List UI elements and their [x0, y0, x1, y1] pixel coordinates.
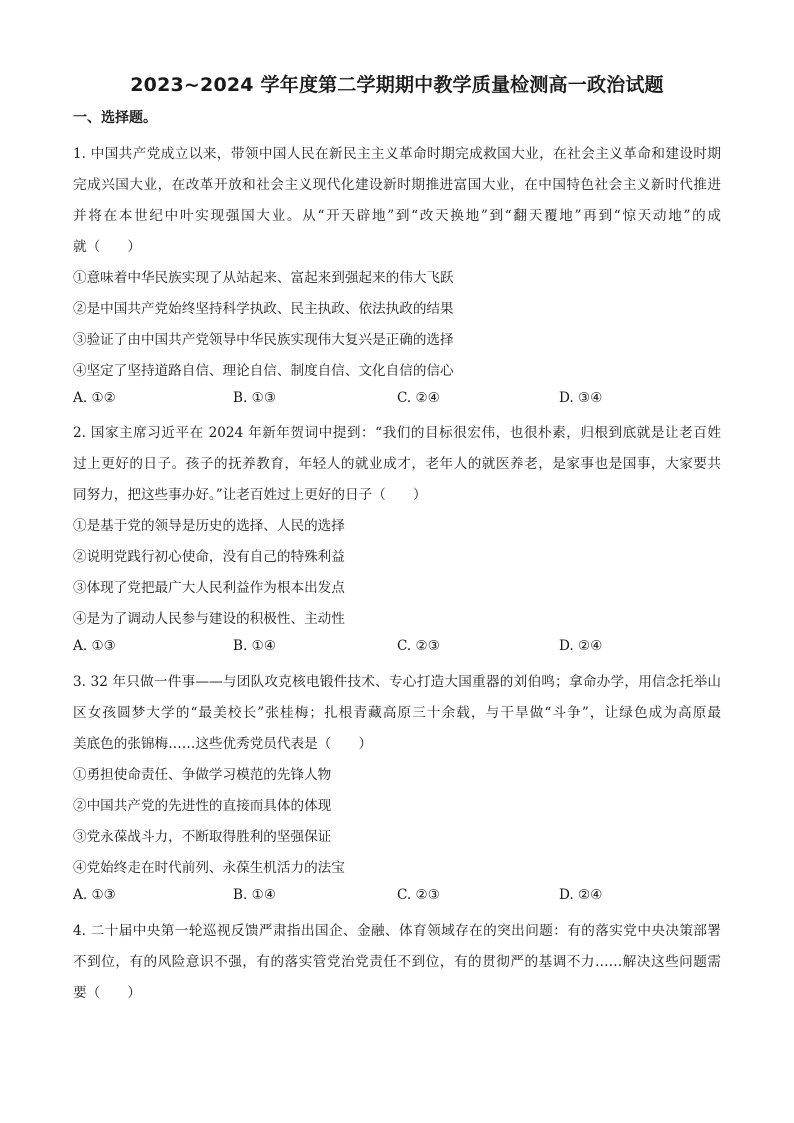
- q4-stem-line-3: 要（ ）: [73, 985, 141, 1001]
- q3-statement-2: ②中国共产党的先进性的直接而具体的体现: [73, 798, 332, 814]
- q1-statement-1: ①意味着中华民族实现了从站起来、富起来到强起来的伟大飞跃: [73, 270, 454, 286]
- q2-stem-line-3: 同努力，把这些事办好。”让老百姓过上更好的日子（ ）: [73, 487, 427, 503]
- q3-option-c[interactable]: C. ②③: [397, 887, 440, 903]
- q1-option-d[interactable]: D. ③④: [559, 390, 603, 406]
- q3-stem-line-1: 3. 32 年只做一件事——与团队攻克核电锻件技术、专心打造大国重器的刘伯鸣；拿命办学，用信念托举山: [73, 674, 721, 690]
- q2-statement-1: ①是基于党的领导是历史的选择、人民的选择: [73, 518, 345, 534]
- q1-stem-line-3: 并将在本世纪中叶实现强国大业。从“开天辟地”到“改天换地”到“翻天覆地”再到“惊天动地”的成: [73, 208, 721, 224]
- page-title: 2023~2024 学年度第二学期期中教学质量检测高一政治试题: [130, 74, 664, 96]
- q2-stem-line-1: 2. 国家主席习近平在 2024 年新年贺词中提到：“我们的目标很宏伟，也很朴素，归根到底就是让老百姓: [73, 425, 721, 441]
- q3-option-a[interactable]: A. ①③: [73, 887, 116, 903]
- q3-stem-line-2: 区女孩圆梦大学的“最美校长”张桂梅；扎根青藏高原三十余载，与干旱做“斗争”，让绿色成为高原最: [73, 705, 721, 721]
- q1-stem-line-1: 1. 中国共产党成立以来，带领中国人民在新民主主义革命时期完成救国大业，在社会主义革命和建设时期: [73, 146, 721, 162]
- q3-statement-1: ①勇担使命责任、争做学习模范的先锋人物: [73, 767, 332, 783]
- q3-option-b[interactable]: B. ①④: [233, 887, 277, 903]
- q2-option-d[interactable]: D. ②④: [559, 638, 603, 654]
- section-heading: 一、选择题。: [73, 110, 157, 126]
- q1-option-c[interactable]: C. ②④: [397, 390, 440, 406]
- q1-stem-line-2: 完成兴国大业，在改革开放和社会主义现代化建设新时期推进富国大业，在中国特色社会主义新时代推进: [73, 177, 721, 193]
- q2-statement-4: ④是为了调动人民参与建设的积极性、主动性: [73, 611, 345, 627]
- q1-option-b[interactable]: B. ①③: [233, 390, 277, 406]
- q2-option-a[interactable]: A. ①③: [73, 638, 116, 654]
- q2-option-c[interactable]: C. ②③: [397, 638, 440, 654]
- q1-statement-2: ②是中国共产党始终坚持科学执政、民主执政、依法执政的结果: [73, 301, 454, 317]
- q1-stem-line-4: 就（ ）: [73, 239, 141, 255]
- q1-statement-3: ③验证了由中国共产党领导中华民族实现伟大复兴是正确的选择: [73, 332, 454, 348]
- q1-option-a[interactable]: A. ①②: [73, 390, 116, 406]
- q3-statement-3: ③党永葆战斗力，不断取得胜利的坚强保证: [73, 829, 332, 845]
- q2-option-b[interactable]: B. ①④: [233, 638, 277, 654]
- q3-option-d[interactable]: D. ②④: [559, 887, 603, 903]
- q3-stem-line-3: 美底色的张锦梅……这些优秀党员代表是（ ）: [73, 736, 373, 752]
- q4-stem-line-1: 4. 二十届中央第一轮巡视反馈严肃指出国企、金融、体育领域存在的突出问题：有的落实党中央决策部署: [73, 923, 721, 939]
- q2-stem-line-2: 过上更好的日子。孩子的抚养教育，年轻人的就业成才，老年人的就医养老，是家事也是国事，大家要共: [73, 456, 721, 472]
- q4-stem-line-2: 不到位，有的风险意识不强，有的落实管党治党责任不到位，有的贯彻严的基调不力……解决这些问题需: [73, 954, 721, 970]
- q2-statement-2: ②说明党践行初心使命，没有自己的特殊利益: [73, 549, 345, 565]
- q3-statement-4: ④党始终走在时代前列、永葆生机活力的法宝: [73, 860, 345, 876]
- q1-statement-4: ④坚定了坚持道路自信、理论自信、制度自信、文化自信的信心: [73, 363, 454, 379]
- q2-statement-3: ③体现了党把最广大人民利益作为根本出发点: [73, 580, 345, 596]
